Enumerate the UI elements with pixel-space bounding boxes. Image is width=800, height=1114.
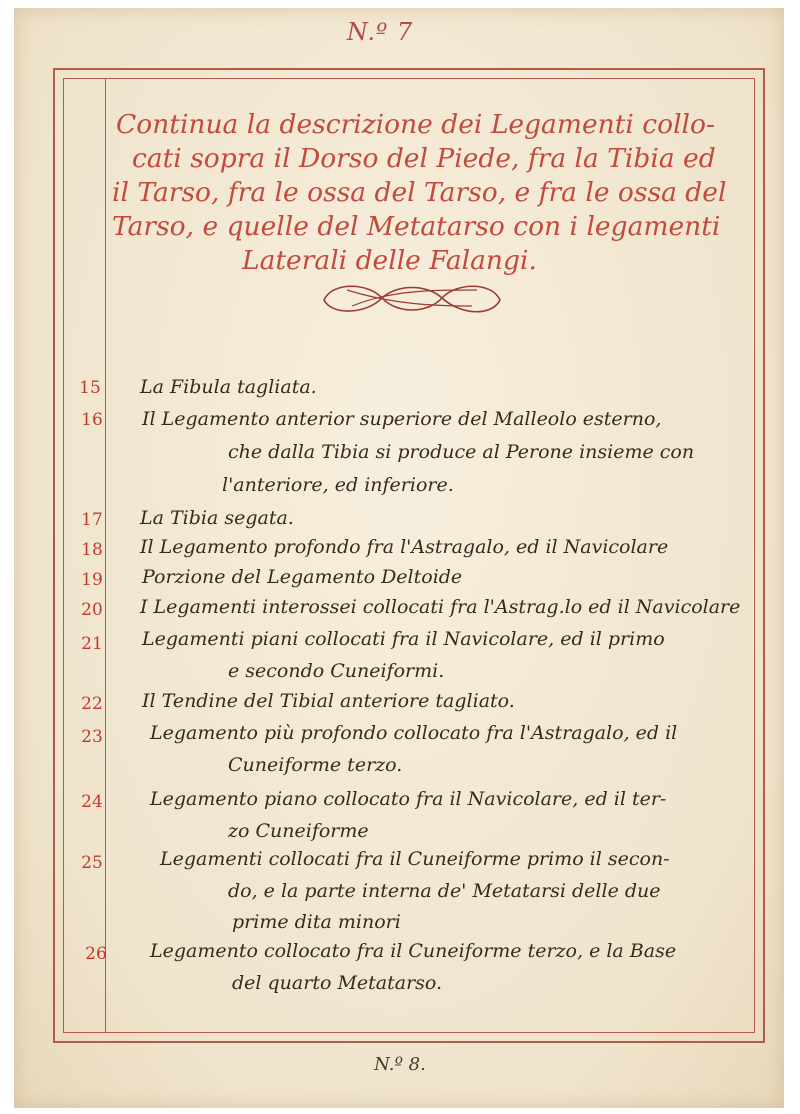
entry-text: I Legamenti interossei collocati fra l'Astrag.lo ed il Navicolare — [140, 596, 741, 618]
title-line: Tarso, e quelle del Metatarso con i legamenti — [112, 211, 721, 242]
title-line: cati sopra il Dorso del Piede, fra la Tibia ed — [132, 143, 716, 174]
entry-text: Legamento piano collocato fra il Navicolare, ed il ter- — [150, 788, 667, 810]
entry-number: 15 — [79, 378, 101, 398]
entry-text: La Fibula tagliata. — [140, 376, 317, 398]
entry-number: 18 — [81, 540, 103, 560]
entry-text: l'anteriore, ed inferiore. — [222, 474, 454, 496]
entry-number: 17 — [81, 510, 103, 530]
entry-text: zo Cuneiforme — [228, 820, 369, 842]
entry-text: Legamenti piani collocati fra il Navicolare, ed il primo — [142, 628, 665, 650]
entry-number: 20 — [81, 600, 103, 620]
entry-text: La Tibia segata. — [140, 507, 294, 529]
entry-number: 21 — [81, 634, 103, 654]
entry-number: 25 — [81, 853, 103, 873]
entry-number: 24 — [81, 792, 103, 812]
entry-text: Legamenti collocati fra il Cuneiforme primo il secon- — [160, 848, 670, 870]
title-line: Continua la descrizione dei Legamenti collo- — [116, 109, 715, 140]
entry-number: 23 — [81, 727, 103, 747]
entry-text: Il Legamento anterior superiore del Malleolo esterno, — [142, 408, 662, 430]
entry-number: 19 — [81, 570, 103, 590]
page-number-top: N.º 7 — [346, 18, 414, 46]
entry-text: Legamento collocato fra il Cuneiforme terzo, e la Base — [150, 940, 677, 962]
entry-text: e secondo Cuneiformi. — [228, 660, 445, 682]
entry-number: 16 — [81, 410, 103, 430]
page-number-bottom: N.º 8. — [374, 1054, 426, 1075]
title-line: Laterali delle Falangi. — [242, 245, 537, 276]
entry-text: Il Tendine del Tibial anteriore tagliato. — [142, 690, 515, 712]
entry-text: do, e la parte interna de' Metatarsi delle due — [228, 880, 661, 902]
entry-text: che dalla Tibia si produce al Perone insieme con — [228, 441, 695, 463]
entry-text: prime dita minori — [232, 911, 401, 933]
entry-text: Porzione del Legamento Deltoide — [142, 566, 463, 588]
title-line: il Tarso, fra le ossa del Tarso, e fra le ossa del — [112, 177, 727, 208]
entry-text: del quarto Metatarso. — [232, 972, 443, 994]
entry-number: 26 — [85, 944, 107, 964]
entry-text: Il Legamento profondo fra l'Astragalo, ed il Navicolare — [140, 536, 669, 558]
entry-text: Cuneiforme terzo. — [228, 754, 403, 776]
entry-text: Legamento più profondo collocato fra l'Astragalo, ed il — [150, 722, 678, 744]
entry-number: 22 — [81, 694, 103, 714]
